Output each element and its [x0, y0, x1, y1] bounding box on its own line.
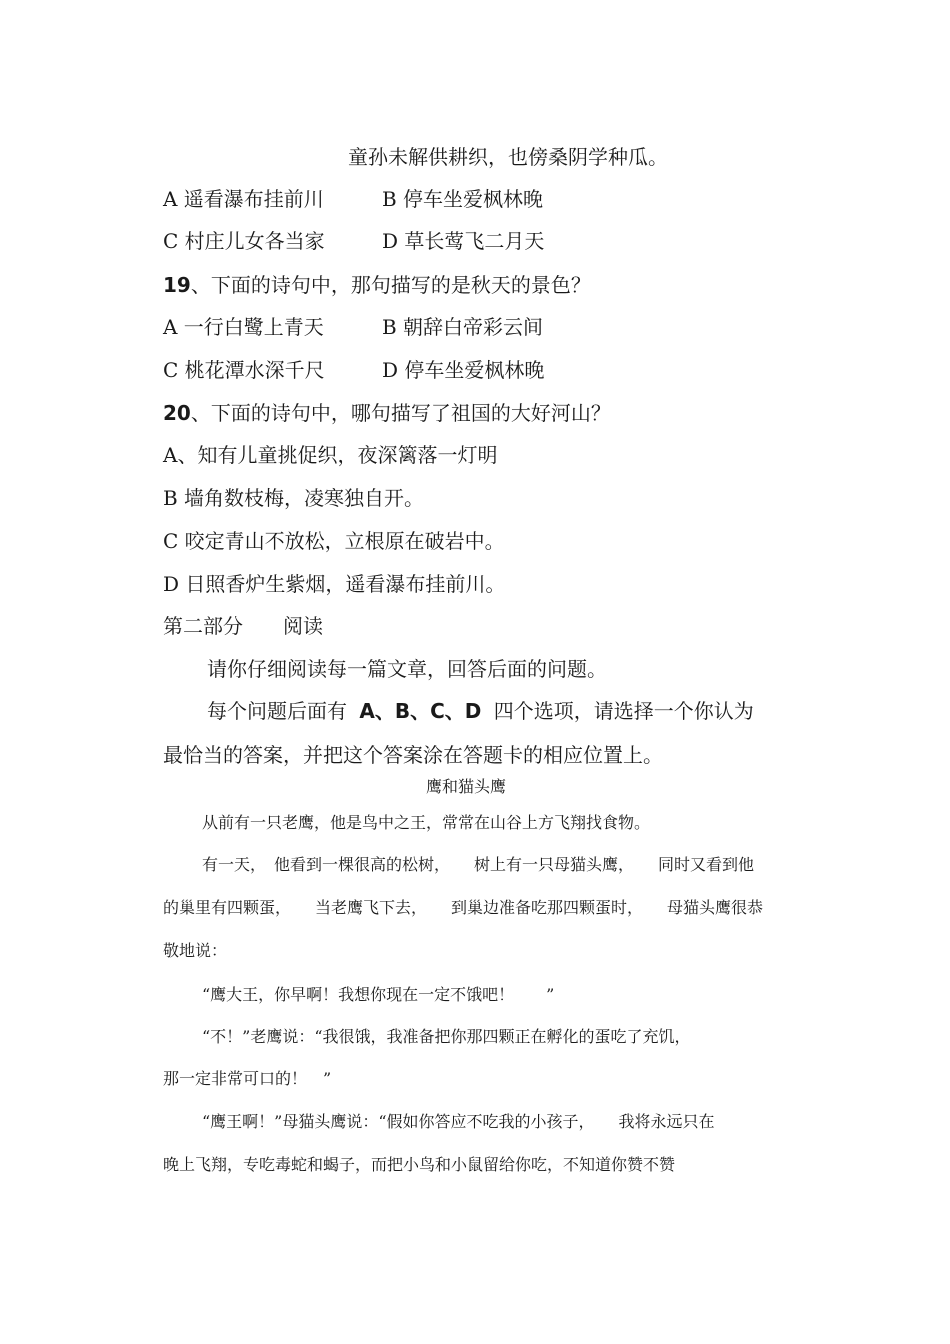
- part2-instruction-2: [207, 697, 754, 725]
- story-paragraph-2-line2: 的巢里有四颗蛋， 当老鹰飞下去， 到巢边准备吃那四颗蛋时， 母猫头鹰很恭: [163, 898, 764, 917]
- q19-option-b: B 朝辞白帝彩云间: [382, 315, 544, 339]
- instruction-2-pre: 每个问题后面有: [207, 699, 347, 723]
- story-paragraph-4-line2: 那一定非常可口的！ ”: [163, 1069, 332, 1088]
- q20-number: 20: [163, 401, 191, 425]
- q18-option-d: D 草长莺飞二月天: [382, 229, 545, 253]
- q19-option-d: D 停车坐爱枫林晚: [382, 358, 545, 382]
- story-paragraph-1: 从前有一只老鹰，他是鸟中之王，常常在山谷上方飞翔找食物。: [202, 813, 651, 832]
- q18-option-a: A 遥看瀑布挂前川: [163, 187, 324, 211]
- instruction-2-post: 四个选项，请选择一个你认为: [493, 699, 754, 723]
- q19-number: 19: [163, 273, 191, 297]
- part2-instruction-2-line2: 最恰当的答案，并把这个答案涂在答题卡的相应位置上。: [163, 743, 663, 767]
- instruction-2-letters: A、B、C、D: [359, 699, 482, 723]
- q18-option-c: C 村庄儿女各当家: [163, 229, 325, 253]
- story-paragraph-4-line1: “不！”老鹰说：“我很饿，我准备把你那四颗正在孵化的蛋吃了充饥，: [202, 1027, 691, 1046]
- story-paragraph-2-line3: 敬地说：: [163, 941, 228, 960]
- q18-stem-line2: 童孙未解供耕织，也傍桑阴学种瓜。: [348, 145, 668, 169]
- q19-option-a: A 一行白鹭上青天: [163, 315, 324, 339]
- q20-option-c: C 咬定青山不放松，立根原在破岩中。: [163, 529, 505, 553]
- q19-question: [163, 271, 591, 299]
- story-title: 鹰和猫头鹰: [426, 777, 507, 796]
- q20-option-b: B 墙角数枝梅，凌寒独自开。: [163, 486, 425, 510]
- q18-option-b: B 停车坐爱枫林晚: [382, 187, 544, 211]
- story-paragraph-3: “鹰大王，你早啊！我想你现在一定不饿吧！ ”: [202, 985, 555, 1004]
- q19-text: 、下面的诗句中，那句描写的是秋天的景色？: [190, 273, 591, 297]
- story-paragraph-5-line2: 晚上飞翔，专吃毒蛇和蝎子，而把小鸟和小鼠留给你吃，不知道你赞不赞: [163, 1155, 676, 1174]
- part2-instruction-1: 请你仔细阅读每一篇文章，回答后面的问题。: [207, 657, 607, 681]
- q19-option-c: C 桃花潭水深千尺: [163, 358, 325, 382]
- q20-option-d: D 日照香炉生紫烟，遥看瀑布挂前川。: [163, 572, 506, 596]
- q20-text: 、下面的诗句中，哪句描写了祖国的大好河山？: [190, 401, 611, 425]
- q20-question: [163, 399, 611, 427]
- q20-option-a: A、知有儿童挑促织，夜深篱落一灯明: [163, 443, 498, 467]
- story-paragraph-5-line1: “鹰王啊！”母猫头鹰说：“假如你答应不吃我的小孩子， 我将永远只在: [202, 1112, 715, 1131]
- part2-heading: 第二部分 阅读: [163, 614, 323, 638]
- story-paragraph-2-line1: 有一天， 他看到一棵很高的松树， 树上有一只母猫头鹰， 同时又看到他: [202, 855, 755, 874]
